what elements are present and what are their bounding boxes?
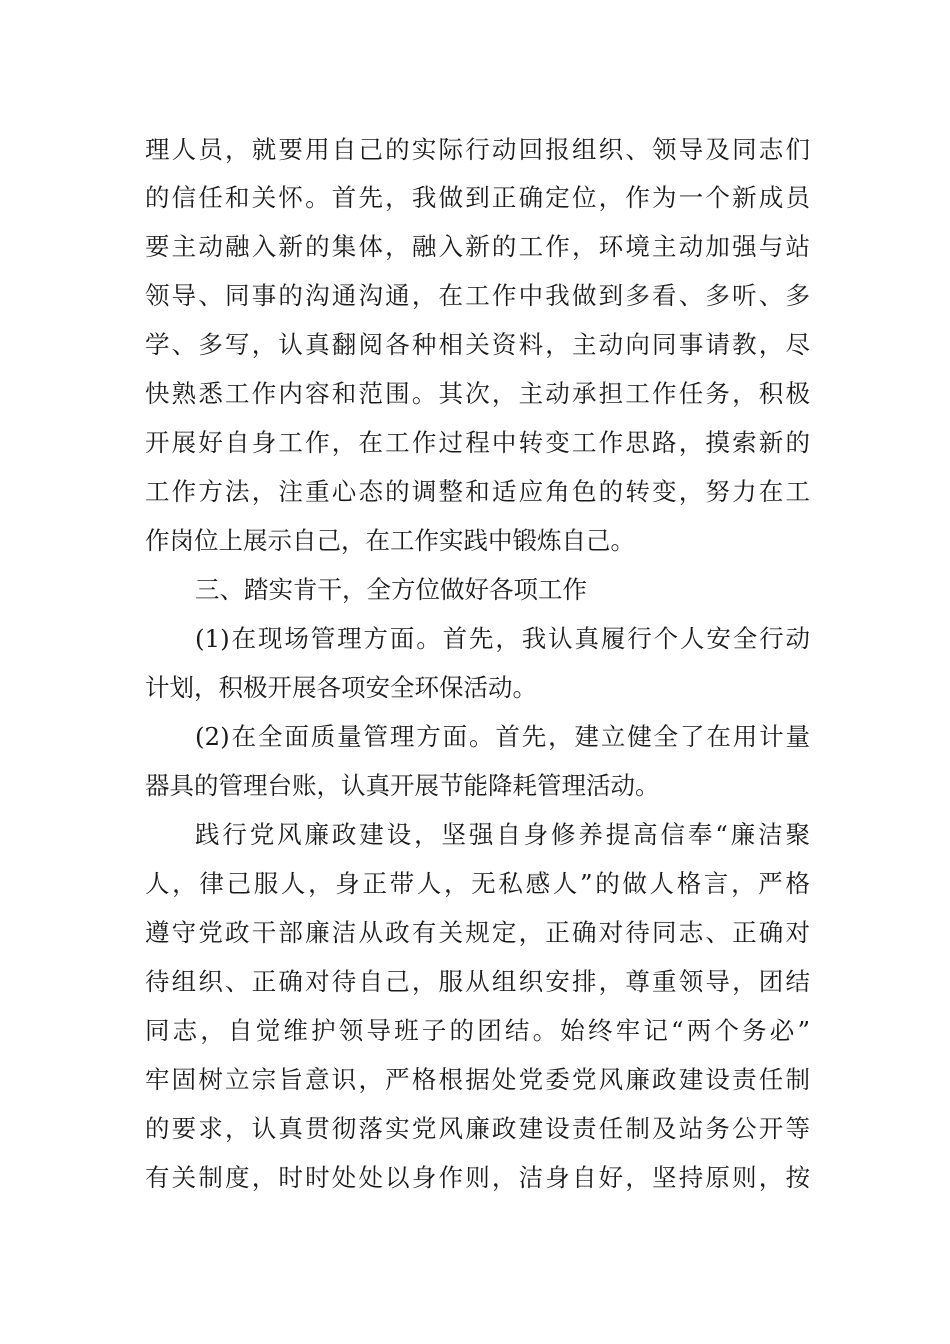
text-line: 践行党风廉政建设，坚强自身修养提高信奉“廉洁聚: [195, 820, 810, 849]
text-line: 作岗位上展示自己，在工作实践中锻炼自己。: [145, 526, 635, 555]
text-line: 有关制度，时时处处以身作则，洁身自好，坚持原则，按: [145, 1163, 810, 1192]
text-line: 计划，积极开展各项安全环保活动。: [145, 673, 537, 702]
text-line: 开展好自身工作，在工作过程中转变工作思路，摸索新的: [145, 428, 810, 457]
text-line: 工作方法，注重心态的调整和适应角色的转变，努力在工: [145, 477, 810, 506]
text-line: 领导、同事的沟通沟通，在工作中我做到多看、多听、多: [145, 281, 810, 310]
text-line: 的要求，认真贯彻落实党风廉政建设责任制及站务公开等: [145, 1114, 810, 1143]
text-line: 学、多写，认真翻阅各种相关资料，主动向同事请教，尽: [145, 330, 810, 359]
text-line: 同志，自觉维护领导班子的团结。始终牢记“两个务必”: [145, 1016, 810, 1045]
text-line: 待组织、正确对待自己，服从组织安排，尊重领导，团结: [145, 967, 810, 996]
text-line: 器具的管理台账，认真开展节能降耗管理活动。: [145, 771, 660, 800]
text-line: (2)在全面质量管理方面。首先，建立健全了在用计量: [195, 722, 810, 751]
text-line: 快熟悉工作内容和范围。其次，主动承担工作任务，积极: [145, 379, 810, 408]
text-line: 遵守党政干部廉洁从政有关规定，正确对待同志、正确对: [145, 918, 810, 947]
text-line: 的信任和关怀。首先，我做到正确定位，作为一个新成员: [145, 183, 810, 212]
section-heading: 三、踏实肯干，全方位做好各项工作: [195, 575, 587, 604]
text-line: 理人员，就要用自己的实际行动回报组织、领导及同志们: [145, 135, 810, 164]
text-line: 要主动融入新的集体，融入新的工作，环境主动加强与站: [145, 232, 810, 261]
text-line: 牢固树立宗旨意识，严格根据处党委党风廉政建设责任制: [145, 1065, 810, 1094]
text-line: 人，律己服人，身正带人，无私感人”的做人格言，严格: [145, 869, 810, 898]
text-line: (1)在现场管理方面。首先，我认真履行个人安全行动: [195, 624, 810, 653]
